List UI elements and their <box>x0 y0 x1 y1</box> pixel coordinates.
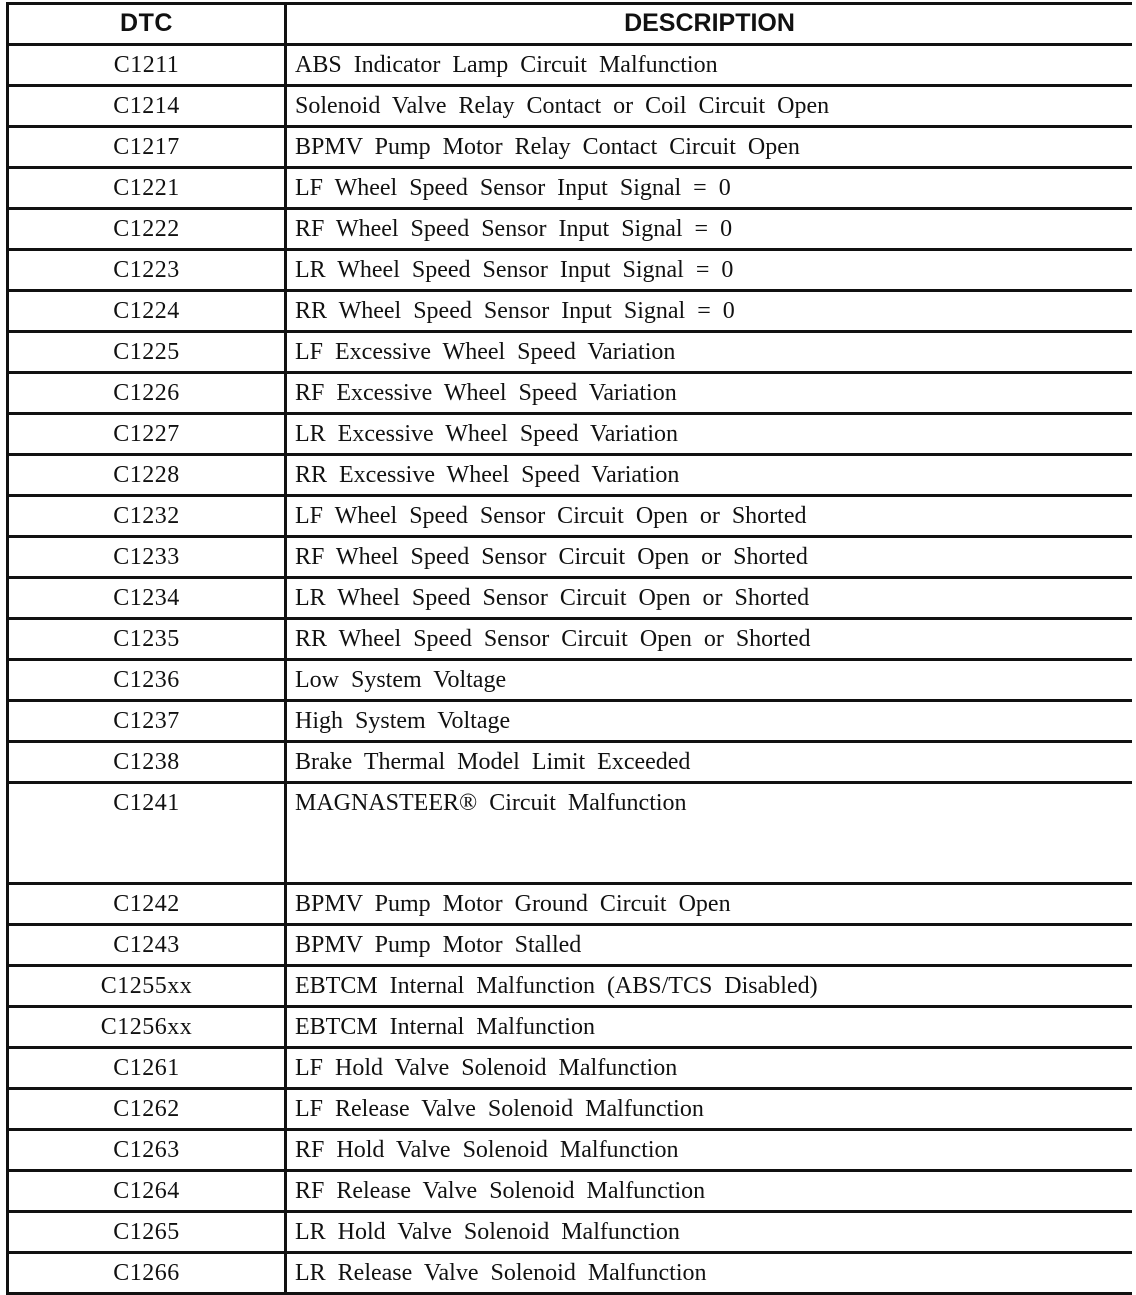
description-cell: Solenoid Valve Relay Contact or Coil Circuit Open <box>295 93 830 119</box>
table-row <box>9 251 1132 292</box>
description-cell: EBTCM Internal Malfunction (ABS/TCS Disabled) <box>295 973 818 999</box>
dtc-code-cell: C1211 <box>9 46 287 84</box>
dtc-code-cell: C1266 <box>9 1254 287 1292</box>
dtc-code-cell: C1264 <box>9 1172 287 1210</box>
dtc-code-cell: C1224 <box>9 292 287 330</box>
description-cell: BPMV Pump Motor Ground Circuit Open <box>295 891 731 917</box>
table-row <box>9 661 1132 702</box>
table-row <box>9 497 1132 538</box>
table-row <box>9 885 1132 926</box>
description-column-header: DESCRIPTION <box>624 9 795 37</box>
description-cell: MAGNASTEER® Circuit Malfunction <box>295 790 687 816</box>
table-row <box>9 374 1132 415</box>
table-row <box>9 87 1132 128</box>
dtc-code-cell: C1221 <box>9 169 287 207</box>
dtc-code-cell: C1222 <box>9 210 287 248</box>
description-cell: LF Wheel Speed Sensor Circuit Open or Shorted <box>295 503 807 529</box>
description-cell: LR Wheel Speed Sensor Circuit Open or Shorted <box>295 585 810 611</box>
dtc-code-cell: C1223 <box>9 251 287 289</box>
description-cell: RR Wheel Speed Sensor Circuit Open or Shorted <box>295 626 811 652</box>
dtc-code-cell: C1243 <box>9 926 287 964</box>
description-cell: ABS Indicator Lamp Circuit Malfunction <box>295 52 718 78</box>
dtc-code-cell: C1237 <box>9 702 287 740</box>
description-cell: RR Wheel Speed Sensor Input Signal = 0 <box>295 298 735 324</box>
description-cell: RF Hold Valve Solenoid Malfunction <box>295 1137 679 1163</box>
table-row <box>9 1049 1132 1090</box>
table-row <box>9 926 1132 967</box>
dtc-code-cell: C1233 <box>9 538 287 576</box>
description-cell: RF Wheel Speed Sensor Circuit Open or Shorted <box>295 544 808 570</box>
description-cell: LR Hold Valve Solenoid Malfunction <box>295 1219 680 1245</box>
description-cell: EBTCM Internal Malfunction <box>295 1014 595 1040</box>
table-row <box>9 333 1132 374</box>
table-row <box>9 743 1132 784</box>
table-row <box>9 967 1132 1008</box>
description-cell: RF Release Valve Solenoid Malfunction <box>295 1178 706 1204</box>
description-cell: RF Excessive Wheel Speed Variation <box>295 380 677 406</box>
table-body <box>9 46 1132 1295</box>
dtc-code-cell: C1235 <box>9 620 287 658</box>
dtc-code-cell: C1265 <box>9 1213 287 1251</box>
table-row <box>9 46 1132 87</box>
description-cell: LR Release Valve Solenoid Malfunction <box>295 1260 707 1286</box>
dtc-code-cell: C1241 <box>9 784 287 882</box>
table-header-row <box>9 5 1132 46</box>
table-row <box>9 1008 1132 1049</box>
description-cell: BPMV Pump Motor Stalled <box>295 932 582 958</box>
dtc-code-cell: C1226 <box>9 374 287 412</box>
table-row <box>9 210 1132 251</box>
table-row <box>9 1131 1132 1172</box>
dtc-code-cell: C1255xx <box>9 967 287 1005</box>
table-row <box>9 620 1132 661</box>
dtc-code-cell: C1236 <box>9 661 287 699</box>
table-row <box>9 415 1132 456</box>
table-row <box>9 169 1132 210</box>
table-row <box>9 292 1132 333</box>
description-cell: RR Excessive Wheel Speed Variation <box>295 462 680 488</box>
table-row <box>9 128 1132 169</box>
description-cell: Brake Thermal Model Limit Exceeded <box>295 749 691 775</box>
table-row <box>9 1172 1132 1213</box>
dtc-code-cell: C1214 <box>9 87 287 125</box>
description-cell: BPMV Pump Motor Relay Contact Circuit Open <box>295 134 800 160</box>
description-cell: LR Wheel Speed Sensor Input Signal = 0 <box>295 257 734 283</box>
table-row <box>9 1213 1132 1254</box>
dtc-code-cell: C1232 <box>9 497 287 535</box>
dtc-code-cell: C1263 <box>9 1131 287 1169</box>
dtc-code-cell: C1217 <box>9 128 287 166</box>
dtc-code-cell: C1238 <box>9 743 287 781</box>
description-cell: LF Release Valve Solenoid Malfunction <box>295 1096 704 1122</box>
table-row <box>9 702 1132 743</box>
description-cell: LF Wheel Speed Sensor Input Signal = 0 <box>295 175 731 201</box>
dtc-column-header: DTC <box>9 5 287 43</box>
table-row <box>9 579 1132 620</box>
description-cell: Low System Voltage <box>295 667 507 693</box>
dtc-code-cell: C1256xx <box>9 1008 287 1046</box>
description-cell: LR Excessive Wheel Speed Variation <box>295 421 679 447</box>
dtc-code-cell: C1242 <box>9 885 287 923</box>
description-cell: RF Wheel Speed Sensor Input Signal = 0 <box>295 216 733 242</box>
dtc-table <box>6 2 1132 1295</box>
table-row <box>9 456 1132 497</box>
description-cell: LF Hold Valve Solenoid Malfunction <box>295 1055 678 1081</box>
dtc-code-cell: C1225 <box>9 333 287 371</box>
dtc-code-cell: C1228 <box>9 456 287 494</box>
table-row <box>9 538 1132 579</box>
dtc-code-cell: C1262 <box>9 1090 287 1128</box>
table-row <box>9 784 1132 885</box>
description-cell: LF Excessive Wheel Speed Variation <box>295 339 676 365</box>
table-row <box>9 1090 1132 1131</box>
dtc-code-cell: C1227 <box>9 415 287 453</box>
description-cell: High System Voltage <box>295 708 511 734</box>
table-row <box>9 1254 1132 1295</box>
dtc-code-cell: C1261 <box>9 1049 287 1087</box>
dtc-code-cell: C1234 <box>9 579 287 617</box>
